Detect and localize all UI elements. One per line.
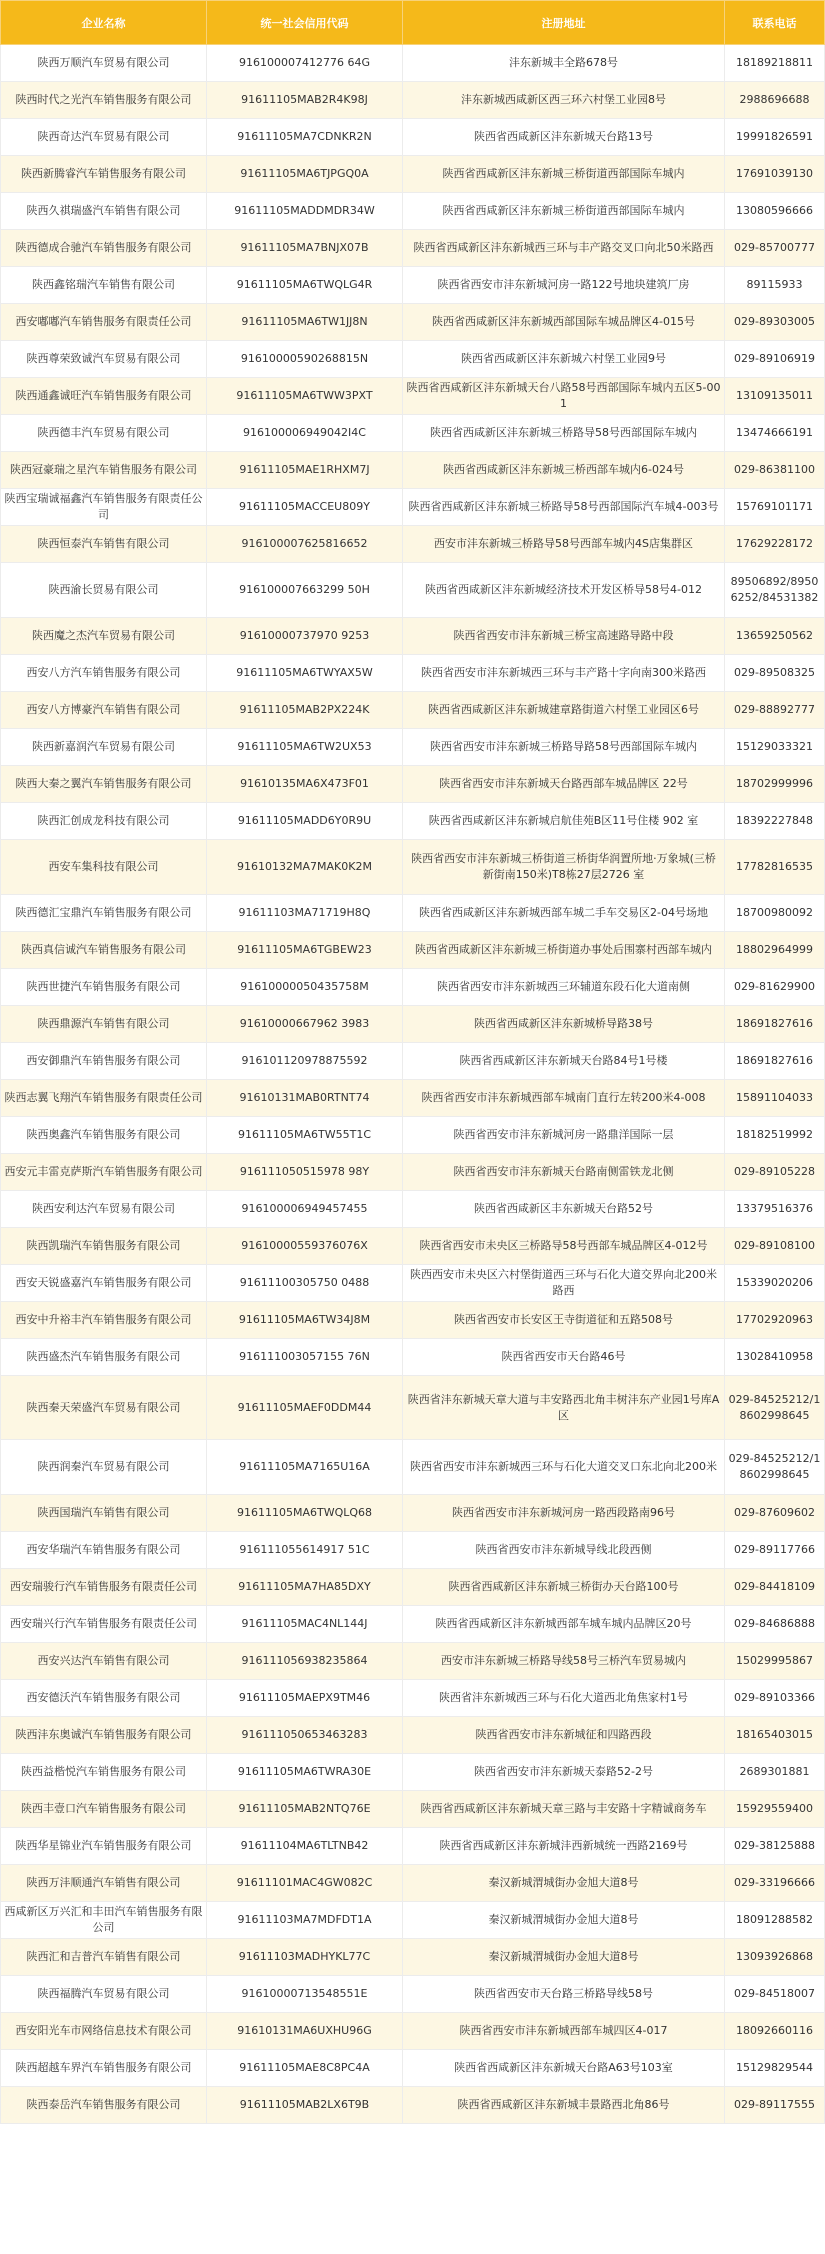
table-row <box>1 1080 825 1117</box>
credit-code-cell: 91611105MADD6Y0R9U <box>207 803 403 840</box>
credit-code-cell: 91611105MA7HA85DXY <box>207 1569 403 1606</box>
table-row <box>1 45 825 82</box>
company-name-cell: 陕西通鑫诚旺汽车销售服务有限公司 <box>1 378 207 415</box>
address-cell: 西安市沣东新城三桥路导58号西部车城内4S店集群区 <box>403 526 725 563</box>
phone-cell: 13093926868 <box>725 1939 825 1976</box>
company-name-cell: 陕西奇达汽车贸易有限公司 <box>1 119 207 156</box>
table-row <box>1 1939 825 1976</box>
company-name-cell: 陕西润秦汽车贸易有限公司 <box>1 1440 207 1495</box>
company-name-cell: 陕西大秦之翼汽车销售服务有限公司 <box>1 766 207 803</box>
credit-code-cell: 91610135MA6X473F01 <box>207 766 403 803</box>
phone-cell: 18691827616 <box>725 1006 825 1043</box>
credit-code-cell: 91611105MA7CDNKR2N <box>207 119 403 156</box>
phone-cell: 2689301881 <box>725 1754 825 1791</box>
phone-cell: 15891104033 <box>725 1080 825 1117</box>
phone-cell: 18182519992 <box>725 1117 825 1154</box>
phone-cell: 029-84518007 <box>725 1976 825 2013</box>
company-name-cell: 陕西时代之光汽车销售服务有限公司 <box>1 82 207 119</box>
table-row <box>1 618 825 655</box>
company-name-cell: 西安八方博豪汽车销售有限公司 <box>1 692 207 729</box>
address-cell: 沣东新城丰全路678号 <box>403 45 725 82</box>
table-row <box>1 2087 825 2124</box>
credit-code-cell: 91611100305750 0488 <box>207 1265 403 1302</box>
phone-cell: 15929559400 <box>725 1791 825 1828</box>
company-name-cell: 陕西真信诚汽车销售服务有限公司 <box>1 932 207 969</box>
address-cell: 陕西省西咸新区沣东新城三桥西部车城内6-024号 <box>403 452 725 489</box>
credit-code-cell: 91610131MA6UXHU96G <box>207 2013 403 2050</box>
credit-code-cell: 91611105MAE8C8PC4A <box>207 2050 403 2087</box>
table-row <box>1 1569 825 1606</box>
company-name-cell: 陕西秦天荣盛汽车贸易有限公司 <box>1 1376 207 1440</box>
address-cell: 陕西省西安市沣东新城河房一路122号地块建筑厂房 <box>403 267 725 304</box>
table-row <box>1 1228 825 1265</box>
table-row <box>1 1680 825 1717</box>
phone-cell: 17691039130 <box>725 156 825 193</box>
company-name-cell: 西安天锐盛嘉汽车销售服务有限公司 <box>1 1265 207 1302</box>
phone-cell: 029-84418109 <box>725 1569 825 1606</box>
credit-code-cell: 91610000559376076X <box>207 1228 403 1265</box>
phone-cell: 029-81629900 <box>725 969 825 1006</box>
company-name-cell: 陕西德丰汽车贸易有限公司 <box>1 415 207 452</box>
company-name-cell: 西安瑞骏行汽车销售服务有限责任公司 <box>1 1569 207 1606</box>
phone-cell: 029-89117555 <box>725 2087 825 2124</box>
company-name-cell: 陕西鼎源汽车销售有限公司 <box>1 1006 207 1043</box>
address-cell: 陕西省西咸新区沣东新城启航佳苑B区11号住楼 902 室 <box>403 803 725 840</box>
company-name-cell: 陕西恒泰汽车销售有限公司 <box>1 526 207 563</box>
table-row <box>1 1043 825 1080</box>
credit-code-cell: 916100007412776 64G <box>207 45 403 82</box>
credit-code-cell: 916100007663299 50H <box>207 563 403 618</box>
phone-cell: 19991826591 <box>725 119 825 156</box>
credit-code-cell: 91611104MA6TLTNB42 <box>207 1828 403 1865</box>
table-row <box>1 1302 825 1339</box>
phone-cell: 029-87609602 <box>725 1495 825 1532</box>
phone-cell: 029-89106919 <box>725 341 825 378</box>
address-cell: 陕西省西咸新区丰东新城天台路52号 <box>403 1191 725 1228</box>
address-cell: 秦汉新城渭城街办金旭大道8号 <box>403 1865 725 1902</box>
credit-code-cell: 91611105MAB2LX6T9B <box>207 2087 403 2124</box>
table-row <box>1 1339 825 1376</box>
company-name-cell: 陕西德汇宝鼎汽车销售服务有限公司 <box>1 895 207 932</box>
table-row <box>1 803 825 840</box>
address-cell: 陕西省西咸新区沣东新城天台路A63号103室 <box>403 2050 725 2087</box>
address-cell: 陕西省西安市沣东新城西三环与石化大道交叉口东北向北200米 <box>403 1440 725 1495</box>
company-name-cell: 西安中升裕丰汽车销售服务有限公司 <box>1 1302 207 1339</box>
phone-cell: 18189218811 <box>725 45 825 82</box>
phone-cell: 029-86381100 <box>725 452 825 489</box>
phone-cell: 029-88892777 <box>725 692 825 729</box>
credit-code-cell: 91611105MA6TWQLG4R <box>207 267 403 304</box>
credit-code-cell: 91611105MAEF0DDM44 <box>207 1376 403 1440</box>
phone-cell: 029-84525212/18602998645 <box>725 1376 825 1440</box>
company-name-cell: 陕西汇创成龙科技有限公司 <box>1 803 207 840</box>
phone-cell: 2988696688 <box>725 82 825 119</box>
address-cell: 陕西西安市未央区六村堡街道西三环与石化大道交界向北200米路西 <box>403 1265 725 1302</box>
table-row <box>1 1265 825 1302</box>
phone-cell: 029-85700777 <box>725 230 825 267</box>
credit-code-cell: 91611101MAC4GW082C <box>207 1865 403 1902</box>
company-name-cell: 陕西冠豪瑞之星汽车销售服务有限公司 <box>1 452 207 489</box>
address-cell: 陕西省西咸新区沣东新城天台八路58号西部国际车城内五区5-001 <box>403 378 725 415</box>
table-row <box>1 969 825 1006</box>
company-name-cell: 陕西超越车界汽车销售服务有限公司 <box>1 2050 207 2087</box>
table-row <box>1 1717 825 1754</box>
address-cell: 秦汉新城渭城街办金旭大道8号 <box>403 1939 725 1976</box>
phone-cell: 029-89105228 <box>725 1154 825 1191</box>
address-cell: 陕西省西安市沣东新城三桥街道三桥街华润置所地·万象城(三桥新街南150米)T8栋27层2726 室 <box>403 840 725 895</box>
company-name-cell: 陕西鑫铭瑞汽车销售有限公司 <box>1 267 207 304</box>
table-row <box>1 230 825 267</box>
table-body <box>1 45 825 2124</box>
table-row <box>1 1154 825 1191</box>
address-cell: 陕西省西安市沣东新城西部车城南门直行左转200米4-008 <box>403 1080 725 1117</box>
phone-cell: 029-84525212/18602998645 <box>725 1440 825 1495</box>
phone-cell: 89506892/89506252/84531382 <box>725 563 825 618</box>
address-cell: 陕西省西咸新区沣东新城沣西新城统一西路2169号 <box>403 1828 725 1865</box>
credit-code-cell: 916111003057155 76N <box>207 1339 403 1376</box>
credit-code-cell: 91611105MAEPX9TM46 <box>207 1680 403 1717</box>
credit-code-cell: 91611105MAE1RHXM7J <box>207 452 403 489</box>
address-cell: 陕西省西咸新区沣东新城天台路84号1号楼 <box>403 1043 725 1080</box>
credit-code-cell: 91611105MACCEU809Y <box>207 489 403 526</box>
phone-cell: 029-89303005 <box>725 304 825 341</box>
company-name-cell: 陕西国瑞汽车销售有限公司 <box>1 1495 207 1532</box>
credit-code-cell: 91611105MA6TW1JJ8N <box>207 304 403 341</box>
phone-cell: 18165403015 <box>725 1717 825 1754</box>
company-name-cell: 陕西久祺瑞盛汽车销售有限公司 <box>1 193 207 230</box>
company-name-cell: 陕西新嘉润汽车贸易有限公司 <box>1 729 207 766</box>
company-name-cell: 陕西沣东奥诚汽车销售服务有限公司 <box>1 1717 207 1754</box>
address-cell: 陕西省西咸新区沣东新城三桥街道办事处后围寨村西部车城内 <box>403 932 725 969</box>
company-name-cell: 陕西奥鑫汽车销售服务有限公司 <box>1 1117 207 1154</box>
credit-code-cell: 916100006949457455 <box>207 1191 403 1228</box>
credit-code-cell: 91611105MA6TWQLQ68 <box>207 1495 403 1532</box>
address-cell: 陕西省西咸新区沣东新城丰景路西北角86号 <box>403 2087 725 2124</box>
table-row <box>1 526 825 563</box>
company-name-cell: 陕西汇和吉普汽车销售有限公司 <box>1 1939 207 1976</box>
credit-code-cell: 91611105MA6TW55T1C <box>207 1117 403 1154</box>
credit-code-cell: 91611105MADDMDR34W <box>207 193 403 230</box>
phone-cell: 15129829544 <box>725 2050 825 2087</box>
header-credit-code: 统一社会信用代码 <box>207 1 403 45</box>
table-row <box>1 1006 825 1043</box>
table-row <box>1 1754 825 1791</box>
credit-code-cell: 91611105MAB2R4K98J <box>207 82 403 119</box>
table-row <box>1 489 825 526</box>
address-cell: 陕西省沣东新城西三环与石化大道西北角焦家村1号 <box>403 1680 725 1717</box>
company-name-cell: 西安车集科技有限公司 <box>1 840 207 895</box>
address-cell: 陕西省西安市沣东新城河房一路鼎洋国际一层 <box>403 1117 725 1154</box>
phone-cell: 029-89103366 <box>725 1680 825 1717</box>
table-header-row <box>1 1 825 45</box>
address-cell: 陕西省西安市沣东新城西三环与丰产路十字向南300米路西 <box>403 655 725 692</box>
table-row <box>1 1606 825 1643</box>
credit-code-cell: 916100007625816652 <box>207 526 403 563</box>
credit-code-cell: 91611103MADHYKL77C <box>207 1939 403 1976</box>
address-cell: 陕西省西咸新区沣东新城三桥街道西部国际车城内 <box>403 156 725 193</box>
company-name-cell: 陕西丰壹口汽车销售服务有限公司 <box>1 1791 207 1828</box>
table-row <box>1 840 825 895</box>
header-phone: 联系电话 <box>725 1 825 45</box>
address-cell: 陕西省西安市沣东新城三桥路导路58号西部国际车城内 <box>403 729 725 766</box>
address-cell: 陕西省西咸新区沣东新城三桥路导58号西部国际车城内 <box>403 415 725 452</box>
address-cell: 西安市沣东新城三桥路导线58号三桥汽车贸易城内 <box>403 1643 725 1680</box>
phone-cell: 17702920963 <box>725 1302 825 1339</box>
company-name-cell: 陕西新腾睿汽车销售服务有限公司 <box>1 156 207 193</box>
address-cell: 陕西省西咸新区沣东新城经济技术开发区桥导58号4-012 <box>403 563 725 618</box>
credit-code-cell: 916111050653463283 <box>207 1717 403 1754</box>
phone-cell: 15339020206 <box>725 1265 825 1302</box>
credit-code-cell: 91610000713548551E <box>207 1976 403 2013</box>
table-row <box>1 1495 825 1532</box>
company-name-cell: 陕西志翼飞翔汽车销售服务有限责任公司 <box>1 1080 207 1117</box>
credit-code-cell: 91610131MAB0RTNT74 <box>207 1080 403 1117</box>
table-row <box>1 82 825 119</box>
company-name-cell: 西安御鼎汽车销售服务有限公司 <box>1 1043 207 1080</box>
address-cell: 陕西省西咸新区沣东新城三桥街道西部国际车城内 <box>403 193 725 230</box>
address-cell: 陕西省西安市沣东新城天台路南侧雷铁龙北侧 <box>403 1154 725 1191</box>
address-cell: 陕西省西咸新区沣东新城西三环与丰产路交叉口向北50米路西 <box>403 230 725 267</box>
address-cell: 陕西省西安市沣东新城河房一路西段路南96号 <box>403 1495 725 1532</box>
table-row <box>1 193 825 230</box>
table-row <box>1 1532 825 1569</box>
table-row <box>1 156 825 193</box>
company-name-cell: 西安德沃汽车销售服务有限公司 <box>1 1680 207 1717</box>
company-name-cell: 陕西安利达汽车贸易有限公司 <box>1 1191 207 1228</box>
address-cell: 陕西省西安市沣东新城导线北段西侧 <box>403 1532 725 1569</box>
table-row <box>1 1791 825 1828</box>
header-address: 注册地址 <box>403 1 725 45</box>
phone-cell: 029-38125888 <box>725 1828 825 1865</box>
table-row <box>1 1440 825 1495</box>
company-name-cell: 西安元丰雷克萨斯汽车销售服务有限公司 <box>1 1154 207 1191</box>
phone-cell: 029-89508325 <box>725 655 825 692</box>
credit-code-cell: 91610000667962 3983 <box>207 1006 403 1043</box>
table-row <box>1 119 825 156</box>
phone-cell: 13474666191 <box>725 415 825 452</box>
credit-code-cell: 91610000050435758M <box>207 969 403 1006</box>
header-company-name: 企业名称 <box>1 1 207 45</box>
address-cell: 陕西省西咸新区沣东新城天章三路与丰安路十字精诚商务车 <box>403 1791 725 1828</box>
company-name-cell: 陕西凯瑞汽车销售服务有限公司 <box>1 1228 207 1265</box>
address-cell: 陕西省西咸新区沣东新城西部车城二手车交易区2-04号场地 <box>403 895 725 932</box>
credit-code-cell: 91611105MA6TWW3PXT <box>207 378 403 415</box>
phone-cell: 89115933 <box>725 267 825 304</box>
address-cell: 陕西省西咸新区沣东新城三桥路导58号西部国际汽车城4-003号 <box>403 489 725 526</box>
table-row <box>1 2013 825 2050</box>
company-name-cell: 陕西福腾汽车贸易有限公司 <box>1 1976 207 2013</box>
phone-cell: 13028410958 <box>725 1339 825 1376</box>
credit-code-cell: 91611105MA7165U16A <box>207 1440 403 1495</box>
company-name-cell: 陕西华星锦业汽车销售服务有限公司 <box>1 1828 207 1865</box>
company-name-cell: 陕西万顺汽车贸易有限公司 <box>1 45 207 82</box>
company-name-cell: 陕西益楷悦汽车销售服务有限公司 <box>1 1754 207 1791</box>
table-row <box>1 655 825 692</box>
table-row <box>1 415 825 452</box>
table-row <box>1 729 825 766</box>
phone-cell: 18392227848 <box>725 803 825 840</box>
credit-code-cell: 91610000737970 9253 <box>207 618 403 655</box>
address-cell: 陕西省西咸新区沣东新城三桥街办天台路100号 <box>403 1569 725 1606</box>
table-row <box>1 1976 825 2013</box>
credit-code-cell: 916101120978875592 <box>207 1043 403 1080</box>
address-cell: 陕西省西安市沣东新城三桥宝高速路导路中段 <box>403 618 725 655</box>
address-cell: 秦汉新城渭城街办金旭大道8号 <box>403 1902 725 1939</box>
company-name-cell: 陕西渝长贸易有限公司 <box>1 563 207 618</box>
phone-cell: 13109135011 <box>725 378 825 415</box>
company-name-cell: 陕西宝瑞诚福鑫汽车销售服务有限责任公司 <box>1 489 207 526</box>
credit-code-cell: 91611105MA6TWYAX5W <box>207 655 403 692</box>
company-name-cell: 陕西尊荣致诚汽车贸易有限公司 <box>1 341 207 378</box>
table-row <box>1 932 825 969</box>
phone-cell: 18802964999 <box>725 932 825 969</box>
address-cell: 陕西省西咸新区沣东新城西部车城车城内品牌区20号 <box>403 1606 725 1643</box>
address-cell: 陕西省西安市沣东新城西部车城四区4-017 <box>403 2013 725 2050</box>
credit-code-cell: 91611105MA6TW2UX53 <box>207 729 403 766</box>
company-name-cell: 陕西盛杰汽车销售服务有限公司 <box>1 1339 207 1376</box>
table-row <box>1 1643 825 1680</box>
credit-code-cell: 91611105MA6TW34J8M <box>207 1302 403 1339</box>
address-cell: 陕西省西安市沣东新城征和四路西段 <box>403 1717 725 1754</box>
credit-code-cell: 91611105MA6TGBEW23 <box>207 932 403 969</box>
phone-cell: 18702999996 <box>725 766 825 803</box>
phone-cell: 18092660116 <box>725 2013 825 2050</box>
phone-cell: 17629228172 <box>725 526 825 563</box>
credit-code-cell: 91610132MA7MAK0K2M <box>207 840 403 895</box>
table-row <box>1 1865 825 1902</box>
table-row <box>1 563 825 618</box>
table-row <box>1 304 825 341</box>
phone-cell: 17782816535 <box>725 840 825 895</box>
company-name-cell: 陕西万沣顺通汽车销售有限公司 <box>1 1865 207 1902</box>
phone-cell: 15029995867 <box>725 1643 825 1680</box>
address-cell: 陕西省西安市沣东新城西三环辅道东段石化大道南侧 <box>403 969 725 1006</box>
credit-code-cell: 91611105MA7BNJX07B <box>207 230 403 267</box>
table-row <box>1 1376 825 1440</box>
phone-cell: 029-89117766 <box>725 1532 825 1569</box>
phone-cell: 13659250562 <box>725 618 825 655</box>
credit-code-cell: 916111056938235864 <box>207 1643 403 1680</box>
table-row <box>1 267 825 304</box>
address-cell: 陕西省西安市沣东新城天泰路52-2号 <box>403 1754 725 1791</box>
phone-cell: 13379516376 <box>725 1191 825 1228</box>
credit-code-cell: 91611103MA7MDFDT1A <box>207 1902 403 1939</box>
company-name-cell: 西安兴达汽车销售有限公司 <box>1 1643 207 1680</box>
address-cell: 陕西省西安市天台路三桥路导线58号 <box>403 1976 725 2013</box>
table-row <box>1 1828 825 1865</box>
credit-code-cell: 91611105MA6TWRA30E <box>207 1754 403 1791</box>
credit-code-cell: 91610000590268815N <box>207 341 403 378</box>
address-cell: 陕西省西咸新区沣东新城建章路街道六村堡工业园区6号 <box>403 692 725 729</box>
phone-cell: 18691827616 <box>725 1043 825 1080</box>
table-row <box>1 1117 825 1154</box>
credit-code-cell: 916100006949042I4C <box>207 415 403 452</box>
address-cell: 陕西省西安市天台路46号 <box>403 1339 725 1376</box>
address-cell: 陕西省西安市沣东新城天台路西部车城品牌区 22号 <box>403 766 725 803</box>
phone-cell: 029-33196666 <box>725 1865 825 1902</box>
table-row <box>1 452 825 489</box>
phone-cell: 18091288582 <box>725 1902 825 1939</box>
company-name-cell: 西安嘟嘟汽车销售服务有限责任公司 <box>1 304 207 341</box>
table-row <box>1 2050 825 2087</box>
address-cell: 陕西省西咸新区沣东新城六村堡工业园9号 <box>403 341 725 378</box>
company-name-cell: 陕西魔之杰汽车贸易有限公司 <box>1 618 207 655</box>
phone-cell: 15129033321 <box>725 729 825 766</box>
table-row <box>1 378 825 415</box>
table-row <box>1 766 825 803</box>
table-row <box>1 1191 825 1228</box>
table-row <box>1 895 825 932</box>
address-cell: 陕西省沣东新城天章大道与丰安路西北角丰树沣东产业园1号库A区 <box>403 1376 725 1440</box>
company-name-cell: 西安阳光车市网络信息技术有限公司 <box>1 2013 207 2050</box>
table-row <box>1 341 825 378</box>
credit-code-cell: 91611105MA6TJPGQ0A <box>207 156 403 193</box>
phone-cell: 029-89108100 <box>725 1228 825 1265</box>
phone-cell: 18700980092 <box>725 895 825 932</box>
company-name-cell: 陕西德成合驰汽车销售服务有限公司 <box>1 230 207 267</box>
credit-code-cell: 91611105MAB2PX224K <box>207 692 403 729</box>
address-cell: 陕西省西咸新区沣东新城天台路13号 <box>403 119 725 156</box>
company-name-cell: 西安瑞兴行汽车销售服务有限责任公司 <box>1 1606 207 1643</box>
table-row <box>1 692 825 729</box>
phone-cell: 13080596666 <box>725 193 825 230</box>
company-name-cell: 西安八方汽车销售服务有限公司 <box>1 655 207 692</box>
address-cell: 陕西省西安市长安区王寺街道征和五路508号 <box>403 1302 725 1339</box>
address-cell: 沣东新城西咸新区西三环六村堡工业园8号 <box>403 82 725 119</box>
address-cell: 陕西省西咸新区沣东新城西部国际车城品牌区4-015号 <box>403 304 725 341</box>
address-cell: 陕西省西咸新区沣东新城桥导路38号 <box>403 1006 725 1043</box>
company-name-cell: 陕西世捷汽车销售服务有限公司 <box>1 969 207 1006</box>
address-cell: 陕西省西安市未央区三桥路导58号西部车城品牌区4-012号 <box>403 1228 725 1265</box>
credit-code-cell: 91611103MA71719H8Q <box>207 895 403 932</box>
company-name-cell: 陕西泰岳汽车销售服务有限公司 <box>1 2087 207 2124</box>
phone-cell: 15769101171 <box>725 489 825 526</box>
credit-code-cell: 916111055614917 51C <box>207 1532 403 1569</box>
table-row <box>1 1902 825 1939</box>
company-name-cell: 西安华瑞汽车销售服务有限公司 <box>1 1532 207 1569</box>
company-name-cell: 西咸新区万兴汇和丰田汽车销售服务有限公司 <box>1 1902 207 1939</box>
credit-code-cell: 916111050515978 98Y <box>207 1154 403 1191</box>
credit-code-cell: 91611105MAB2NTQ76E <box>207 1791 403 1828</box>
phone-cell: 029-84686888 <box>725 1606 825 1643</box>
credit-code-cell: 91611105MAC4NL144J <box>207 1606 403 1643</box>
